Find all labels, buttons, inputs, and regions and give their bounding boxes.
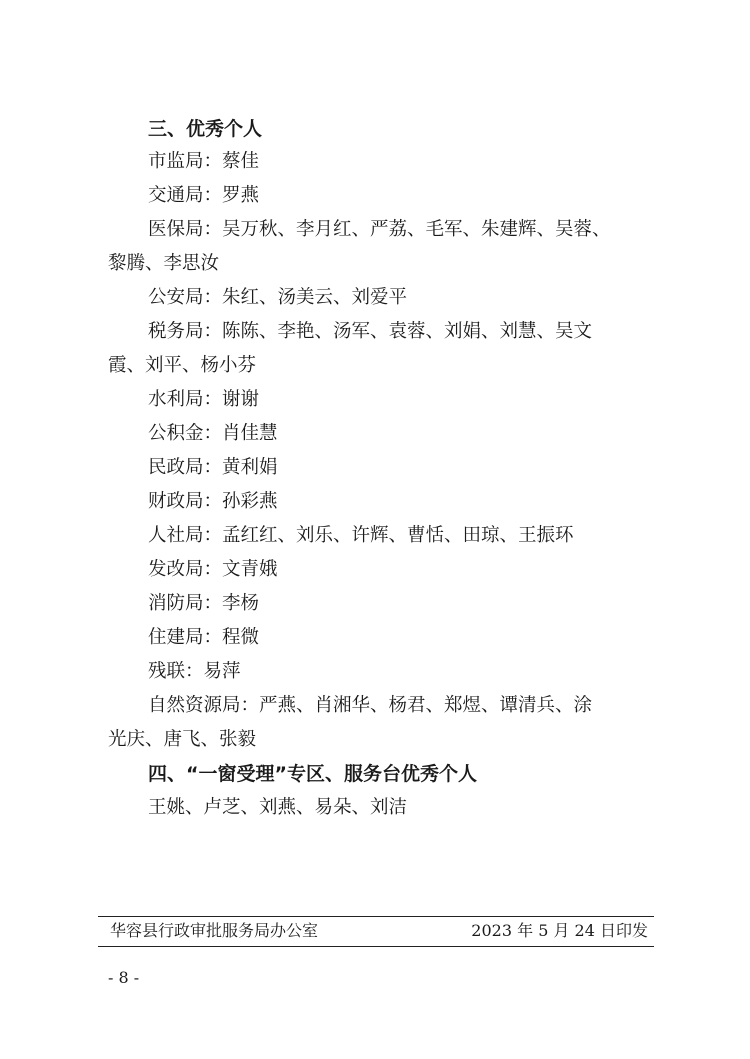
footer-bottom-rule (98, 946, 654, 947)
list-item-continuation: 黎腾、李思汝 (108, 253, 220, 274)
footer-date: 2023 年 5 月 24 日印发 (471, 921, 648, 940)
list-item: 财政局：孙彩燕 (148, 491, 278, 512)
list-item: 自然资源局：严燕、肖湘华、杨君、郑煜、谭清兵、涂 (148, 695, 593, 716)
section4-heading: 四、“一窗受理”专区、服务台优秀个人 (148, 763, 477, 785)
list-item: 消防局：李杨 (148, 593, 260, 614)
list-item-continuation: 霞、刘平、杨小芬 (108, 355, 257, 376)
list-item: 住建局：程微 (148, 627, 260, 648)
list-item: 水利局：谢谢 (148, 389, 260, 410)
list-item: 医保局：吴万秋、李月红、严荔、毛军、朱建辉、吴蓉、 (148, 219, 611, 240)
list-item: 残联：易萍 (148, 661, 241, 682)
list-item: 王姚、卢芝、刘燕、易朵、刘洁 (148, 797, 408, 818)
page-number: - 8 - (108, 968, 140, 987)
footer-top-rule (98, 916, 654, 917)
footer-issuer: 华容县行政审批服务局办公室 (110, 921, 319, 940)
list-item-continuation: 光庆、唐飞、张毅 (108, 729, 257, 750)
list-item: 公安局：朱红、汤美云、刘爱平 (148, 287, 408, 308)
list-item: 市监局：蔡佳 (148, 151, 260, 172)
list-item: 人社局：孟红红、刘乐、许辉、曹恬、田琼、王振环 (148, 525, 574, 546)
list-item: 民政局：黄利娟 (148, 457, 278, 478)
list-item: 交通局：罗燕 (148, 185, 260, 206)
list-item: 公积金：肖佳慧 (148, 423, 278, 444)
list-item: 发改局：文青娥 (148, 559, 278, 580)
list-item: 税务局：陈陈、李艳、汤军、袁蓉、刘娟、刘慧、吴文 (148, 321, 593, 342)
section3-heading: 三、优秀个人 (148, 118, 263, 140)
